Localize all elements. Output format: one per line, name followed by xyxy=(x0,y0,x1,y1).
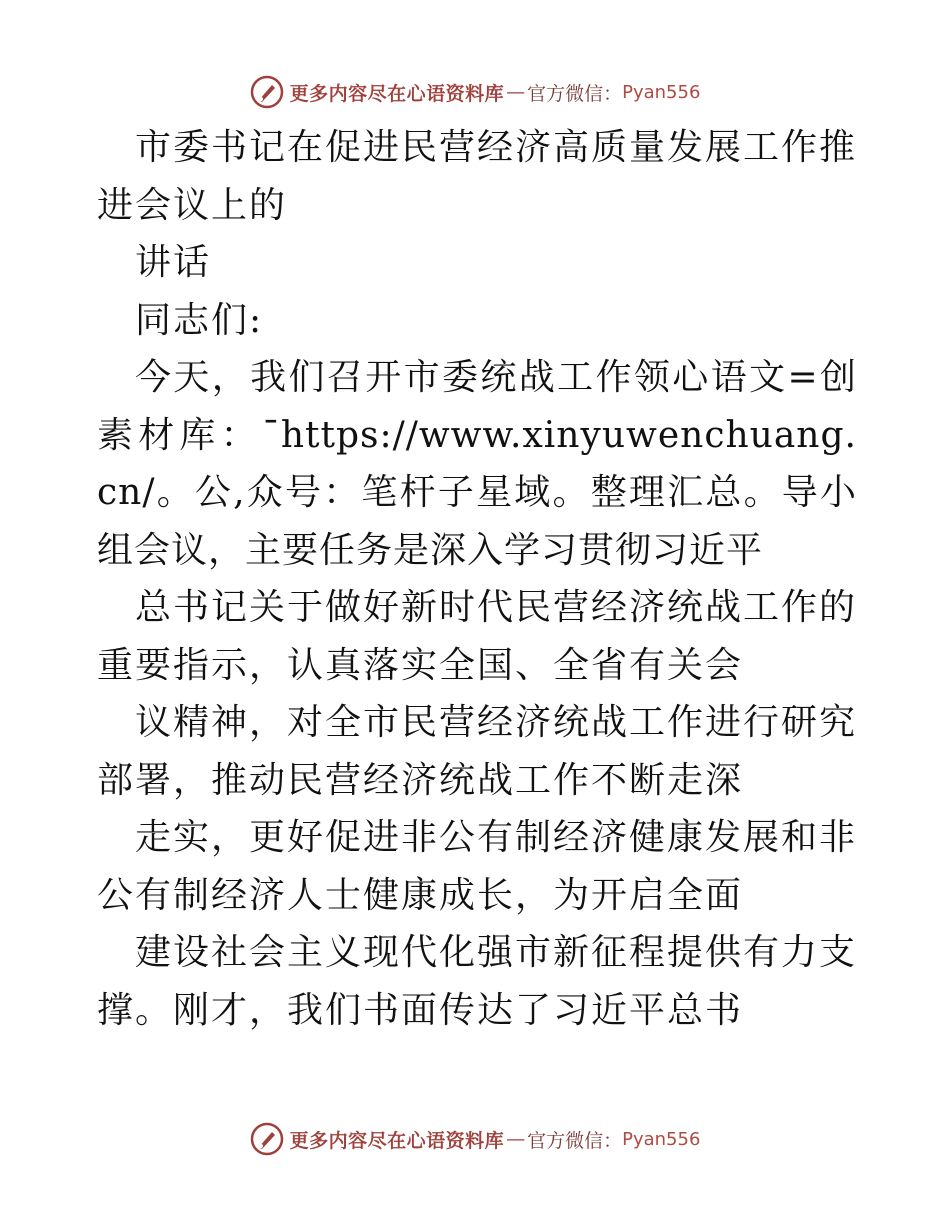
watermark-sub-text: 官方微信： xyxy=(527,1129,623,1152)
watermark-header xyxy=(0,72,950,112)
watermark-account: Pyan556 xyxy=(622,81,701,103)
watermark-sub-text: 官方微信： xyxy=(527,82,623,105)
document-title-line-2: 讲话 xyxy=(135,242,212,283)
body-paragraph: 走实，更好促进非公有制经济健康发展和非公有制经济人士健康成长，为开启全面 xyxy=(97,817,858,916)
watermark-footer xyxy=(0,1119,950,1159)
watermark-main-text: 更多内容尽在心语资料库 xyxy=(289,82,505,105)
body-paragraph: 建设社会主义现代化强市新征程提供有力支撑。刚才，我们书面传达了习近平总书 xyxy=(97,932,858,1031)
watermark-account: Pyan556 xyxy=(622,1128,701,1150)
body-paragraph: 议精神，对全市民营经济统战工作进行研究部署，推动民营经济统战工作不断走深 xyxy=(97,702,858,801)
watermark-separator: — xyxy=(506,1128,526,1150)
quill-logo-icon xyxy=(250,75,284,109)
body-paragraph: 总书记关于做好新时代民营经济统战工作的重要指示，认真落实全国、全省有关会 xyxy=(97,587,858,686)
salutation: 同志们: xyxy=(135,299,264,341)
body-paragraph: 今天，我们召开市委统战工作领心语文=创素材库：¯https://www.xinyuwenchuang.cn/。公,众号：笔杆子星域。整理汇总。导小组会议，主要任务是深入学习贯彻习近平 xyxy=(97,357,857,571)
quill-logo-icon xyxy=(250,1122,284,1156)
document-title-line: 市委书记在促进民营经济高质量发展工作推进会议上的 xyxy=(97,127,858,226)
watermark-separator: — xyxy=(506,81,526,103)
watermark-main-text: 更多内容尽在心语资料库 xyxy=(289,1129,505,1152)
document-body xyxy=(97,119,857,1039)
